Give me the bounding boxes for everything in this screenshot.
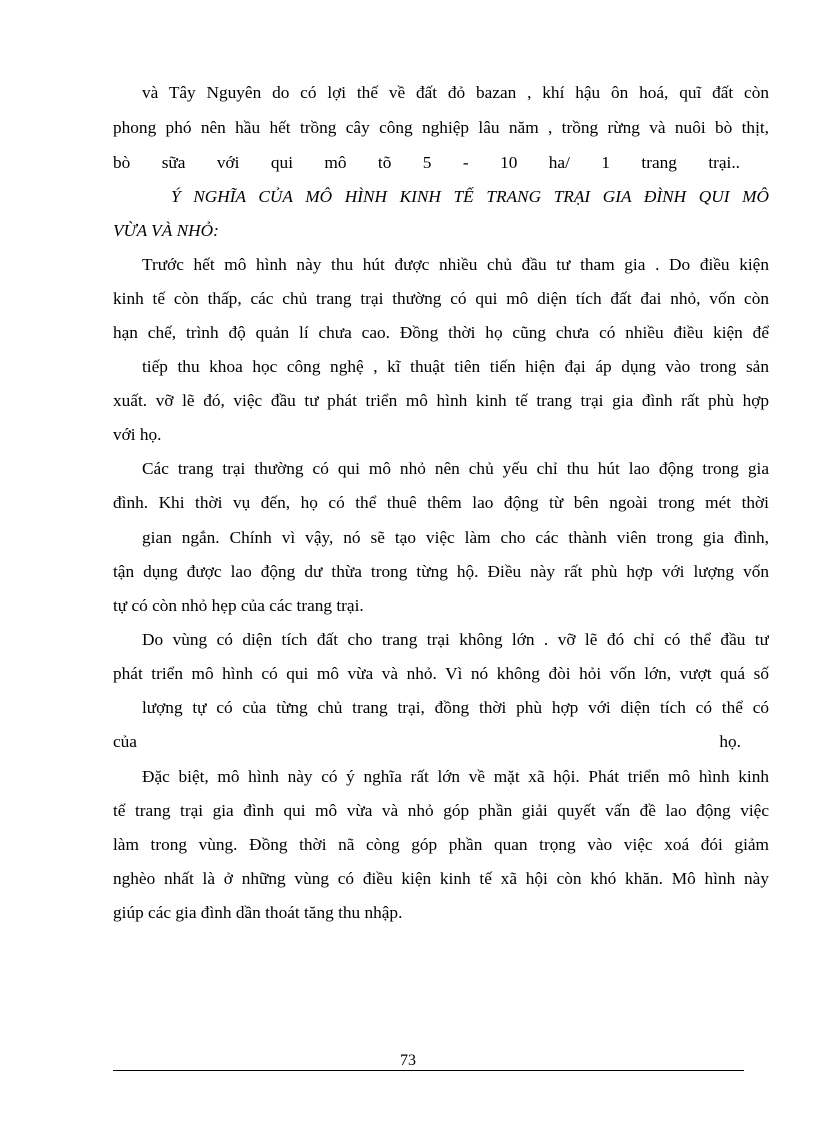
body-line: phong phó nên hầu hết trồng cây công nghiệp lâu năm , trồng rừng và nuôi bò thịt, <box>113 118 769 137</box>
body-line: làm trong vùng. Đồng thời nã còng góp phần quan trọng vào việc xoá đói giảm <box>113 835 769 854</box>
body-line: với họ. <box>113 425 162 444</box>
body-line: hạn chế, trình độ quản lí chưa cao. Đồng thời họ cũng chưa có nhiều điều kiện để <box>113 323 769 342</box>
section-heading: VỪA VÀ NHỎ: <box>113 221 219 240</box>
body-line: Trước hết mô hình này thu hút được nhiều chủ đầu tư tham gia . Do điều kiện <box>142 255 769 274</box>
body-line: giúp các gia đình dần thoát tăng thu nhập. <box>113 903 403 922</box>
body-line: lượng tự có của từng chủ trang trại, đồng thời phù hợp với diện tích có thể có <box>142 698 769 717</box>
page-number: 73 <box>400 1052 416 1069</box>
body-line: bò sữa với qui mô tõ 5 - 10 ha/ 1 trang trại.. <box>113 153 740 172</box>
body-line: đình. Khi thời vụ đến, họ có thể thuê thêm lao động từ bên ngoài trong mét thời <box>113 493 769 512</box>
section-heading: Ý NGHĨA CỦA MÔ HÌNH KINH TẾ TRANG TRẠI GIA ĐÌNH QUI MÔ <box>171 187 769 206</box>
body-line: gian ngắn. Chính vì vậy, nó sẽ tạo việc làm cho các thành viên trong gia đình, <box>142 528 769 547</box>
body-line: Đặc biệt, mô hình này có ý nghĩa rất lớn về mặt xã hội. Phát triển mô hình kinh <box>142 767 769 786</box>
body-line: của họ. <box>113 732 741 751</box>
body-line: Do vùng có diện tích đất cho trang trại không lớn . vỡ lẽ đó chỉ có thể đầu tư <box>142 630 769 649</box>
body-line: kinh tế còn thấp, các chủ trang trại thường có qui mô diện tích đất đai nhỏ, vốn còn <box>113 289 769 308</box>
footer-rule <box>113 1070 744 1071</box>
body-line: tận dụng được lao động dư thừa trong từng hộ. Điều này rất phù hợp với lượng vốn <box>113 562 769 581</box>
body-line: nghèo nhất là ở những vùng có điều kiện kinh tế xã hội còn khó khăn. Mô hình này <box>113 869 769 888</box>
body-line: tiếp thu khoa học công nghệ , kĩ thuật tiên tiến hiện đại áp dụng vào trong sản <box>142 357 769 376</box>
body-line: tế trang trại gia đình qui mô vừa và nhỏ góp phần giải quyết vấn đề lao động việc <box>113 801 769 820</box>
body-line: xuất. vỡ lẽ đó, việc đầu tư phát triển mô hình kinh tế trang trại gia đình rất phù hợp <box>113 391 769 410</box>
body-line: phát triển mô hình có qui mô vừa và nhỏ. Vì nó không đòi hỏi vốn lớn, vượt quá số <box>113 664 769 683</box>
body-line: tự có còn nhỏ hẹp của các trang trại. <box>113 596 364 615</box>
body-line: và Tây Nguyên do có lợi thế về đất đỏ bazan , khí hậu ôn hoá, quĩ đất còn <box>142 83 769 102</box>
body-line: Các trang trại thường có qui mô nhỏ nên chủ yếu chỉ thu hút lao động trong gia <box>142 459 769 478</box>
